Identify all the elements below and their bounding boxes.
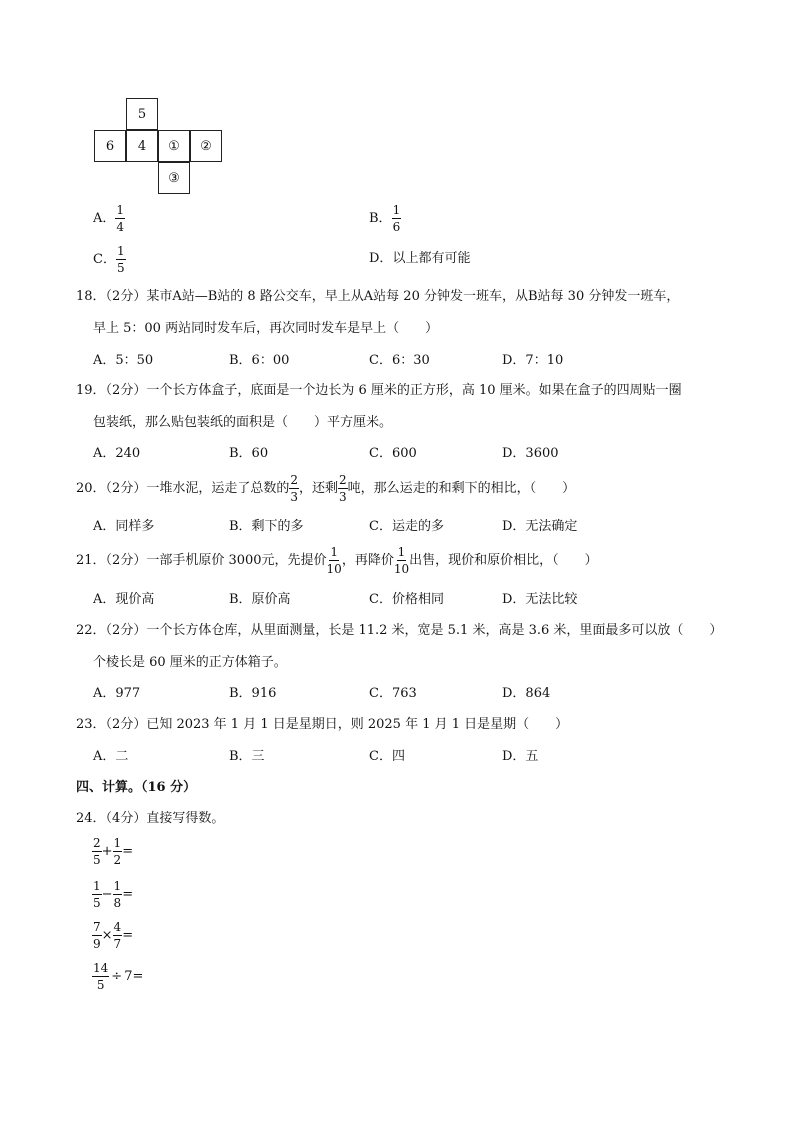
- operator: ×: [101, 928, 113, 943]
- q23-option-c: C．四: [369, 749, 405, 764]
- q22-stem-line2: 个棱长是 60 厘米的正方体箱子。: [93, 655, 287, 670]
- option-label: A．: [93, 211, 116, 226]
- net-cell-4: 4: [126, 130, 158, 162]
- fraction: $\frac{1}{10}$: [326, 545, 342, 576]
- q20-option-d: D．无法确定: [502, 519, 578, 534]
- q19-option-b: B．60: [229, 446, 269, 461]
- q24-expression-1: [92, 837, 133, 866]
- q21-stem: 21．（2分）一部手机原价 3000元，先提价 $\frac{1}{10}$ ，再降价 $\frac{1}{10}$ 出售，现价和原价相比，（ ）: [76, 545, 598, 576]
- q22-option-d: D．864: [502, 686, 551, 701]
- q22-stem-line1: 22．（2分）一个长方体仓库，从里面测量，长是 11.2 米，宽是 5.1 米，高是 3.6 米，里面最多可以放（ ）: [76, 623, 723, 638]
- equals-sign: =: [122, 844, 134, 859]
- operator: +: [101, 844, 113, 859]
- q18-stem-line2: 早上 5：00 两站同时发车后，再次同时发车是早上（ ）: [93, 321, 439, 336]
- fraction: $\frac{2}{3}$: [290, 473, 298, 504]
- q18-option-c: C．6：30: [369, 353, 430, 368]
- q20-option-a: A．同样多: [93, 519, 155, 534]
- fraction: $\frac{2}{3}$: [338, 473, 347, 504]
- fraction: $\frac{1}{5}$: [93, 879, 101, 910]
- equals-sign: =: [122, 887, 134, 902]
- q17-option-b: [369, 204, 401, 233]
- q23-option-d: D．五: [502, 749, 539, 764]
- expression-tail: 7=: [124, 969, 144, 984]
- q21-option-a: A．现价高: [93, 592, 155, 607]
- q23-option-b: B．三: [229, 749, 265, 764]
- q23-option-a: A．二: [93, 749, 129, 764]
- fraction: $\frac{1}{2}$: [113, 836, 122, 867]
- q21-option-b: B．原价高: [229, 592, 291, 607]
- q20-option-b: B．剩下的多: [229, 519, 304, 534]
- option-label: C．: [93, 252, 116, 267]
- operator: ÷: [111, 969, 123, 984]
- fraction: $\frac{1}{6}$: [392, 203, 401, 234]
- q20-stem: 20．（2分）一堆水泥，运走了总数的 $\frac{2}{3}$ ，还剩 $\frac{2}{3}$ 吨，那么运走的和剩下的相比，（ ）: [76, 473, 576, 504]
- operator: −: [101, 887, 113, 902]
- fraction: $\frac{1}{8}$: [113, 879, 122, 910]
- q17-option-d: [369, 252, 470, 265]
- q18-stem-line1: 18．（2分）某市A站—B站的 8 路公交车，早上从A站每 20 分钟发一班车，从B站每 30 分钟发一班车，: [76, 289, 680, 304]
- q18-option-b: B．6：00: [229, 353, 290, 368]
- q19-stem-line2: 包装纸，那么贴包装纸的面积是（ ）平方厘米。: [93, 415, 393, 430]
- q24-expression-2: [92, 880, 133, 909]
- section-title: 四、计算。（16 分）: [76, 780, 197, 795]
- fraction: $\frac{1}{5}$: [116, 244, 125, 275]
- equals-sign: =: [122, 928, 134, 943]
- q19-stem-line1: 19．（2分）一个长方体盒子，底面是一个边长为 6 厘米的正方形，高 10 厘米。如果在盒子的四周贴一圈: [76, 383, 682, 398]
- net-cell-circle-1: ①: [158, 130, 190, 162]
- q19-option-c: C．600: [369, 446, 417, 461]
- net-cell-top: 5: [126, 98, 158, 130]
- q21-option-d: D．无法比较: [502, 592, 578, 607]
- fraction: $\frac{2}{5}$: [93, 836, 101, 867]
- q22-option-b: B．916: [229, 686, 277, 701]
- q24-expression-3: [92, 921, 133, 950]
- option-label: D．: [369, 251, 393, 266]
- q18-option-a: A．5：50: [93, 353, 154, 368]
- q18-option-d: D．7：10: [502, 353, 564, 368]
- net-cell-circle-2: ②: [190, 130, 222, 162]
- q19-option-d: D．3600: [502, 446, 559, 461]
- fraction: $\frac{4}{7}$: [113, 920, 122, 951]
- q19-option-a: A．240: [93, 446, 141, 461]
- net-cell-6: 6: [94, 130, 126, 162]
- option-text: 以上都有可能: [392, 251, 471, 266]
- q23-stem: 23．（2分）已知 2023 年 1 月 1 日是星期日，则 2025 年 1 月 1 日是星期（ ）: [76, 717, 569, 732]
- q22-option-a: A．977: [93, 686, 141, 701]
- q17-option-c: [93, 245, 126, 274]
- q24-expression-4: [92, 962, 143, 991]
- q20-option-c: C．运走的多: [369, 519, 444, 534]
- q17-option-a: [93, 204, 125, 233]
- fraction: $\frac{1}{10}$: [393, 545, 410, 576]
- option-label: B．: [369, 211, 392, 226]
- q21-option-c: C．价格相同: [369, 592, 444, 607]
- fraction: $\frac{7}{9}$: [93, 920, 101, 951]
- q22-option-c: C．763: [369, 686, 417, 701]
- fraction: $\frac{14}{5}$: [93, 961, 109, 992]
- net-cell-circle-3: ③: [158, 162, 190, 194]
- fraction: $\frac{1}{4}$: [116, 203, 125, 234]
- q24-stem: 24．（4分）直接写得数。: [76, 811, 225, 826]
